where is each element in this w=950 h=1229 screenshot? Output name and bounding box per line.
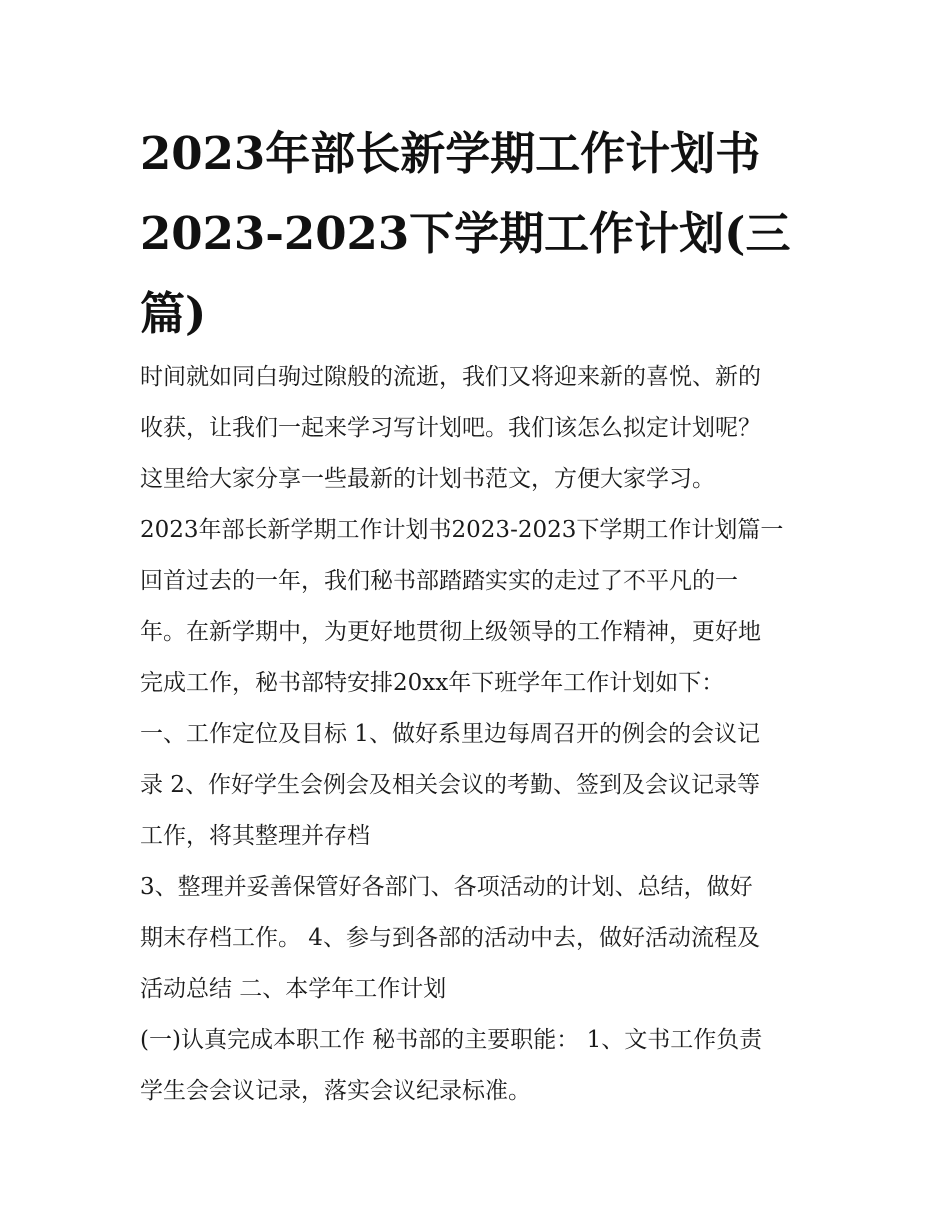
paragraph-duties: (一)认真完成本职工作 秘书部的主要职能： 1、文书工作负责 学生会会议记录，落实会议纪录标准。 [140,1027,763,1104]
paragraph-archive: 3、整理并妥善保管好各部门、各项活动的计划、总结，做好 期末存档工作。 4、参与到各部的活动中去，做好活动流程及 活动总结 二、本学年工作计划 [140,874,760,1002]
paragraph-goals: 一、工作定位及目标 1、做好系里边每周召开的例会的会议记 录 2、作好学生会例会及相关会议的考勤、签到及会议记录等 工作，将其整理并存档 [140,721,760,849]
paragraph-section-heading: 2023年部长新学期工作计划书2023-2023下学期工作计划篇一 [140,517,784,543]
paragraph-review: 回首过去的一年，我们秘书部踏踏实实的走过了不平凡的一 年。在新学期中，为更好地贯彻上级领导的工作精神，更好地 完成工作，秘书部特安排20xx年下班学年工作计划如下： [140,568,761,696]
paragraph-intro: 时间就如同白驹过隙般的流逝，我们又将迎来新的喜悦、新的 收获，让我们一起来学习写计划吧。我们该怎么拟定计划呢？ 这里给大家分享一些最新的计划书范文，方便大家学习。 [140,364,761,492]
document-body [140,352,820,1117]
document-title: 2023年部长新学期工作计划书 2023-2023下学期工作计划(三 篇) [140,127,791,340]
